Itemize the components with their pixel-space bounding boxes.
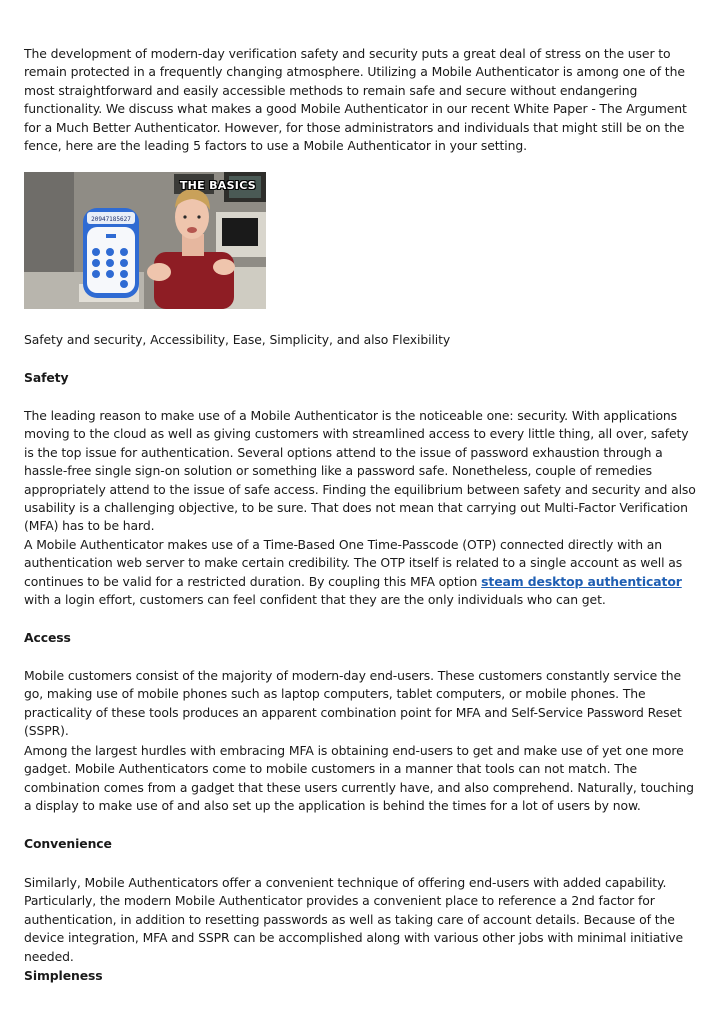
steam-authenticator-link[interactable]: steam desktop authenticator bbox=[481, 573, 682, 589]
access-paragraph-1: Mobile customers consist of the majority of modern-day end-users. These customers constantly service the go, making use of mobile phones such as laptop computers, tablet computers, or mobile phones. The practicality of these tools produces an apparent combination point for MFA and Self-Service Password Reset (SSPR). bbox=[24, 668, 682, 739]
simpleness-heading: Simpleness bbox=[24, 968, 103, 983]
factors-line: Safety and security, Accessibility, Ease, Simplicity, and also Flexibility bbox=[24, 332, 451, 347]
convenience-paragraph: Similarly, Mobile Authenticators offer a convenient technique of offering end-users with added capability. Particularly, the modern Mobile Authenticator provides a convenient place to reference a 2nd factor for authentication, in addition to resetting passwords as well as taking care of account details. Because of the device integration, MFA and SSPR can be accomplished along with various other jobs with minimal initiative needed. bbox=[24, 875, 684, 964]
intro-paragraph: The development of modern-day verification safety and security puts a great deal of stress on the user to remain protected in a frequently changing atmosphere. Utilizing a Mobile Authenticator is among one of the most straightforward and easily accessible methods to remain safe and secure without endangering functionality. We discuss what makes a good Mobile Authenticator in our recent White Paper - The Argument for a Much Better Authenticator. However, for those administrators and individuals that might still be on the fence, here are the leading 5 factors to use a Mobile Authenticator in your setting. bbox=[24, 46, 687, 154]
convenience-heading: Convenience bbox=[24, 836, 112, 851]
video-thumbnail[interactable] bbox=[24, 172, 266, 309]
video-still-image bbox=[24, 172, 266, 309]
device-code-text: 20947185627 bbox=[91, 216, 131, 223]
video-badge: THE BASICS bbox=[179, 179, 256, 192]
safety-p2-text-start: A Mobile Authenticator makes use of a Time-Based One Time-Passcode (OTP) connected directly with an authentication web server to make certain credibility. The OTP itself is related to a single account as well as continues to be valid for a restricted duration. By coupling this MFA option bbox=[24, 537, 683, 589]
safety-p2-text-end: with a login effort, customers can feel confident that they are the only individuals who can get. bbox=[24, 592, 606, 608]
safety-paragraph-1: The leading reason to make use of a Mobile Authenticator is the noticeable one: security. With applications moving to the cloud as well as giving customers with streamlined access to every little thing, all over, safety is the top issue for authentication. Several options attend to the issue of password exhaustion through a hassle-free single sign-on solution or something like a password safe. Nonetheless, couple of remedies appropriately attend to the issue of safe access. Finding the equilibrium between safety and security and also usability is a challenging objective, to be sure. That does not mean that carrying out Multi-Factor Verification (MFA) has to be hard. bbox=[24, 408, 696, 534]
access-paragraph-2: Among the largest hurdles with embracing MFA is obtaining end-users to get and make use of yet one more gadget. Mobile Authenticators come to mobile customers in a manner that tools can not match. The combination comes from a gadget that these users currently have, and also comprehend. Naturally, touching a display to make use of and also set up the application is behind the times for a lot of users by now. bbox=[24, 743, 694, 814]
access-heading: Access bbox=[24, 630, 71, 645]
safety-paragraph-2 bbox=[24, 536, 696, 610]
safety-heading: Safety bbox=[24, 370, 69, 385]
